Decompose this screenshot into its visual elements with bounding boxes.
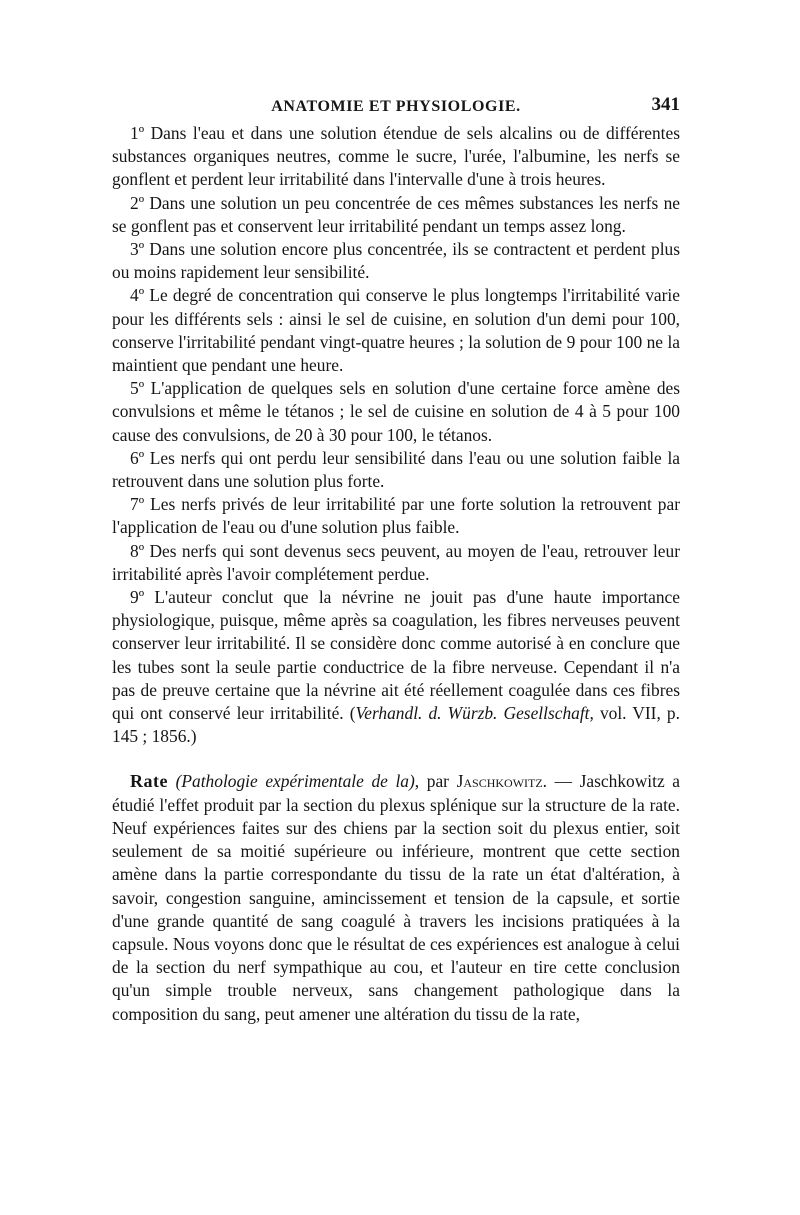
paragraph-3: 3º Dans une solution encore plus concentrée, ils se contractent et perdent plus ou moins rapidement leur sensibilité. (112, 239, 680, 283)
paragraph-9-text: 9º L'auteur conclut que la névrine ne jouit pas d'une haute importance physiologique, puisque, même après sa coagulation, les fibres nerveuses peuvent conserver leur irritabilité. Il se considère donc comme autorisé à en conclure que les tubes sont la seule partie conductrice de la fibre nerveuse. Cependant il n'a pas de preuve certaine que la névrine ait été réellement coagulée dans ces fibres qui ont conservé leur irritabilité. ( (112, 587, 680, 724)
paragraph-4: 4º Le degré de concentration qui conserve le plus longtemps l'irritabilité varie pour les différents sels : ainsi le sel de cuisine, en solution d'un demi pour 100, conserve l'irritabilité pendant vingt-quatre heures ; la solution de 9 pour 100 ne la maintient que pendant une heure. (112, 285, 680, 376)
page-number: 341 (651, 94, 680, 115)
paragraph-9 (112, 586, 680, 748)
rate-section (112, 770, 680, 1025)
running-title: ANATOMIE ET PHYSIOLOGIE. (271, 98, 521, 115)
section-subtitle: (Pathologie expérimentale de la) (175, 771, 415, 792)
citation: Verhandl. d. Würzb. Gesellschaft, (355, 703, 594, 724)
running-header (112, 94, 680, 120)
paragraph-5: 5º L'application de quelques sels en solution d'une certaine force amène des convulsions et même le tétanos ; le sel de cuisine en solution de 4 à 5 pour 100 cause des convulsions, de 20 à 30 pour 100, le tétanos. (112, 378, 680, 445)
paragraph-6: 6º Les nerfs qui ont perdu leur sensibilité dans l'eau ou une solution faible la retrouvent dans une solution plus forte. (112, 447, 680, 492)
paragraph-1: 1º Dans l'eau et dans une solution étendue de sels alcalins ou de différentes substances organiques neutres, comme le sucre, l'urée, l'albumine, les nerfs se gonflent et perdent leur irritabilité dans l'intervalle d'une à trois heures. (112, 123, 680, 190)
section-author: Jaschkowitz. (456, 771, 548, 792)
body-text (112, 122, 680, 1026)
section-heading: Rate (130, 771, 168, 792)
section-text: — Jaschkowitz a étudié l'effet produit par la section du plexus splénique sur la structure de la rate. Neuf expériences faites sur des chiens par la section soit du plexus entier, soit seulement de sa moitié supérieure ou inférieure, montrent que cette section amène dans la partie correspondante du tissu de la rate un état d'altération, à savoir, congestion sanguine, amincissement et tension de la capsule, et sortie d'une grande quantité de sang coagulé à travers les incisions pratiquées à la capsule. Nous voyons donc que le résultat de ces expériences est analogue à celui de la section du nerf sympathique au cou, et l'auteur en tire cette conclusion qu'un simple trouble nerveux, sans changement pathologique dans la composition du sang, peut amener une altération du tissu de la rate, (112, 771, 681, 1024)
paragraph-2: 2º Dans une solution un peu concentrée de ces mêmes substances les nerfs ne se gonflent pas et conservent leur irritabilité pendant un temps assez long. (112, 192, 680, 236)
paragraph-7: 7º Les nerfs privés de leur irritabilité par une forte solution la retrouvent par l'application de l'eau ou d'une solution plus faible. (112, 494, 680, 538)
section-by: , par (414, 771, 457, 792)
citation-tail: vol. VII, p. 145 ; 1856.) (112, 703, 680, 747)
paragraph-8: 8º Des nerfs qui sont devenus secs peuvent, au moyen de l'eau, retrouver leur irritabilité après l'avoir complétement perdue. (112, 540, 680, 584)
